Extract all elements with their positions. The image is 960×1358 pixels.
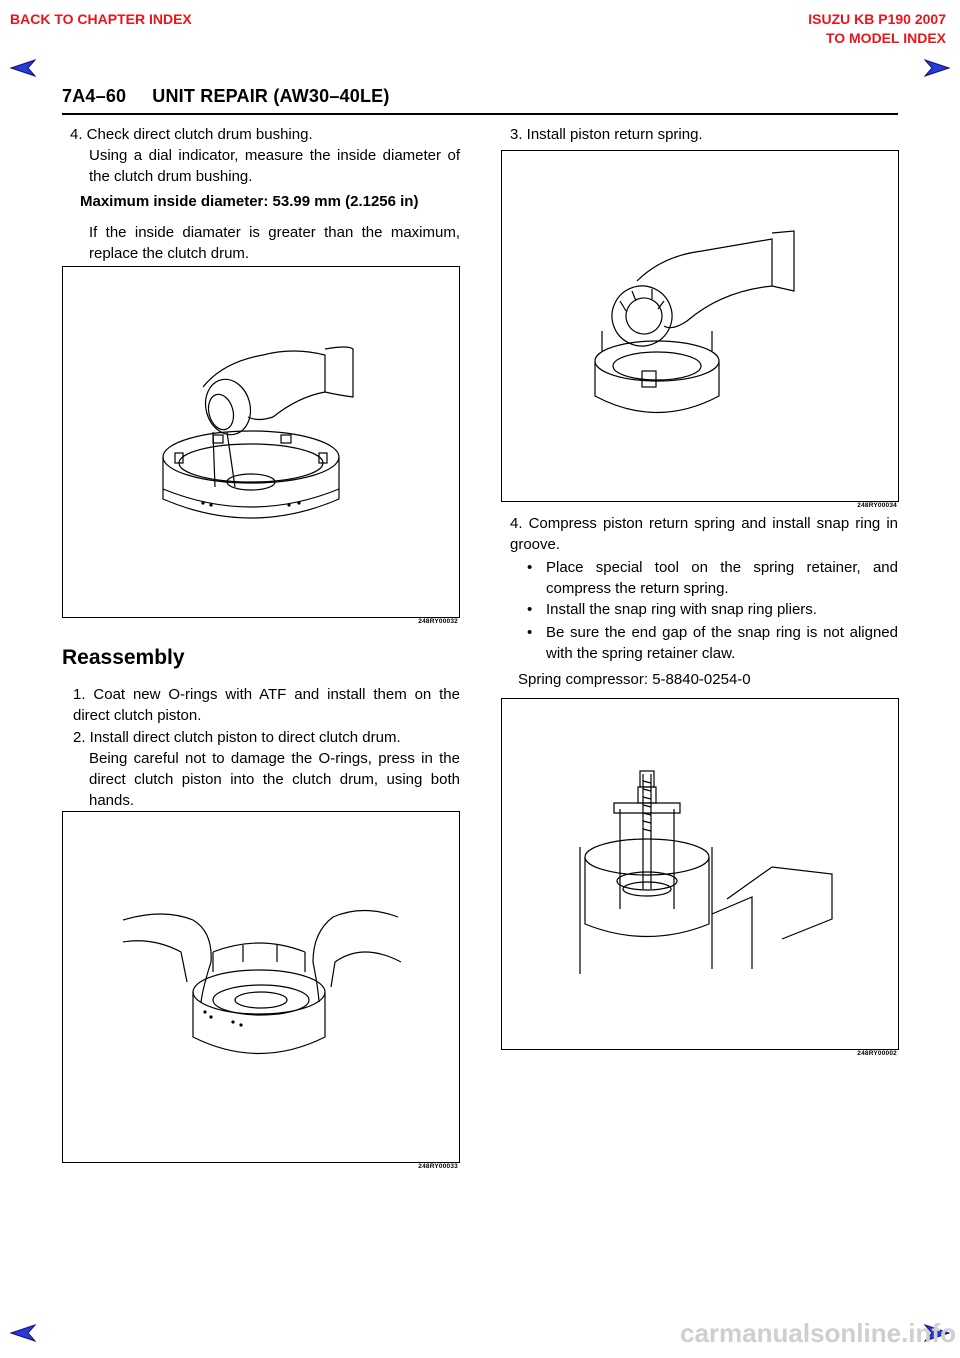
step4-compress-spring [510,513,898,555]
step4-description: Using a dial indicator, measure the inside diameter of the clutch drum bushing. [89,147,460,185]
fig1-code: 248RY00032 [418,618,458,625]
press-piston-illustration [63,812,459,1162]
figure-dial-indicator [62,266,460,618]
reassembly-step1 [73,684,460,726]
bullet-2: • Install the snap ring with snap ring pliers. [527,599,898,620]
dial-indicator-illustration [63,267,459,617]
bullet-1-text: Place special tool on the spring retainer, and compress the return spring. [546,559,898,597]
prev-page-arrow-bottom-icon[interactable] [10,1324,36,1342]
bullet-2-text: Install the snap ring with snap ring pliers. [546,601,817,618]
figure-spring-compressor [501,698,899,1050]
figure-press-piston [62,811,460,1163]
reassembly-step1-text: 1. Coat new O-rings with ATF and install them on the direct clutch piston. [73,686,460,724]
step3-install-spring: 3. Install piston return spring. [510,126,703,143]
bullet-3: • Be sure the end gap of the snap ring is not aligned with the spring retainer claw. [527,624,898,662]
next-page-arrow-icon[interactable] [924,59,950,77]
return-spring-illustration [502,151,898,501]
footer-watermark: carmanualsonline.info [680,1318,956,1348]
step4-compress-text: 4. Compress piston return spring and install snap ring in groove. [510,515,898,553]
bullet-3-text: Be sure the end gap of the snap ring is not aligned with the spring retainer claw. [546,624,898,662]
spring-compressor-tool: Spring compressor: 5-8840-0254-0 [518,671,751,688]
page-header-title: 7A4–60 UNIT REPAIR (AW30–40LE) [62,86,390,106]
model-title-link[interactable]: ISUZU KB P190 2007 [808,11,946,27]
figure-return-spring [501,150,899,502]
to-model-index-link[interactable]: TO MODEL INDEX [825,30,946,46]
step4-check-bushing: 4. Check direct clutch drum bushing. [70,126,313,143]
reassembly-heading: Reassembly [62,646,185,669]
reassembly-step2-title: 2. Install direct clutch piston to direct clutch drum. [73,729,401,746]
back-to-chapter-index-link[interactable]: BACK TO CHAPTER INDEX [10,11,192,27]
header-rule [62,113,898,115]
spring-compressor-illustration [502,699,898,1049]
fig3-code: 248RY00034 [857,502,897,509]
replace-note: If the inside diamater is greater than the maximum, replace the clutch drum. [89,224,460,262]
reassembly-step2-description: Being careful not to damage the O-rings, press in the direct clutch piston into the clutch drum, using both hands. [89,750,460,809]
fig2-code: 248RY00033 [418,1163,458,1170]
max-diameter-spec: Maximum inside diameter: 53.99 mm (2.1256 in) [80,193,419,210]
fig4-code: 248RY00002 [857,1050,897,1057]
bullet-1: • Place special tool on the spring retainer, and compress the return spring. [527,559,898,597]
prev-page-arrow-icon[interactable] [10,59,36,77]
